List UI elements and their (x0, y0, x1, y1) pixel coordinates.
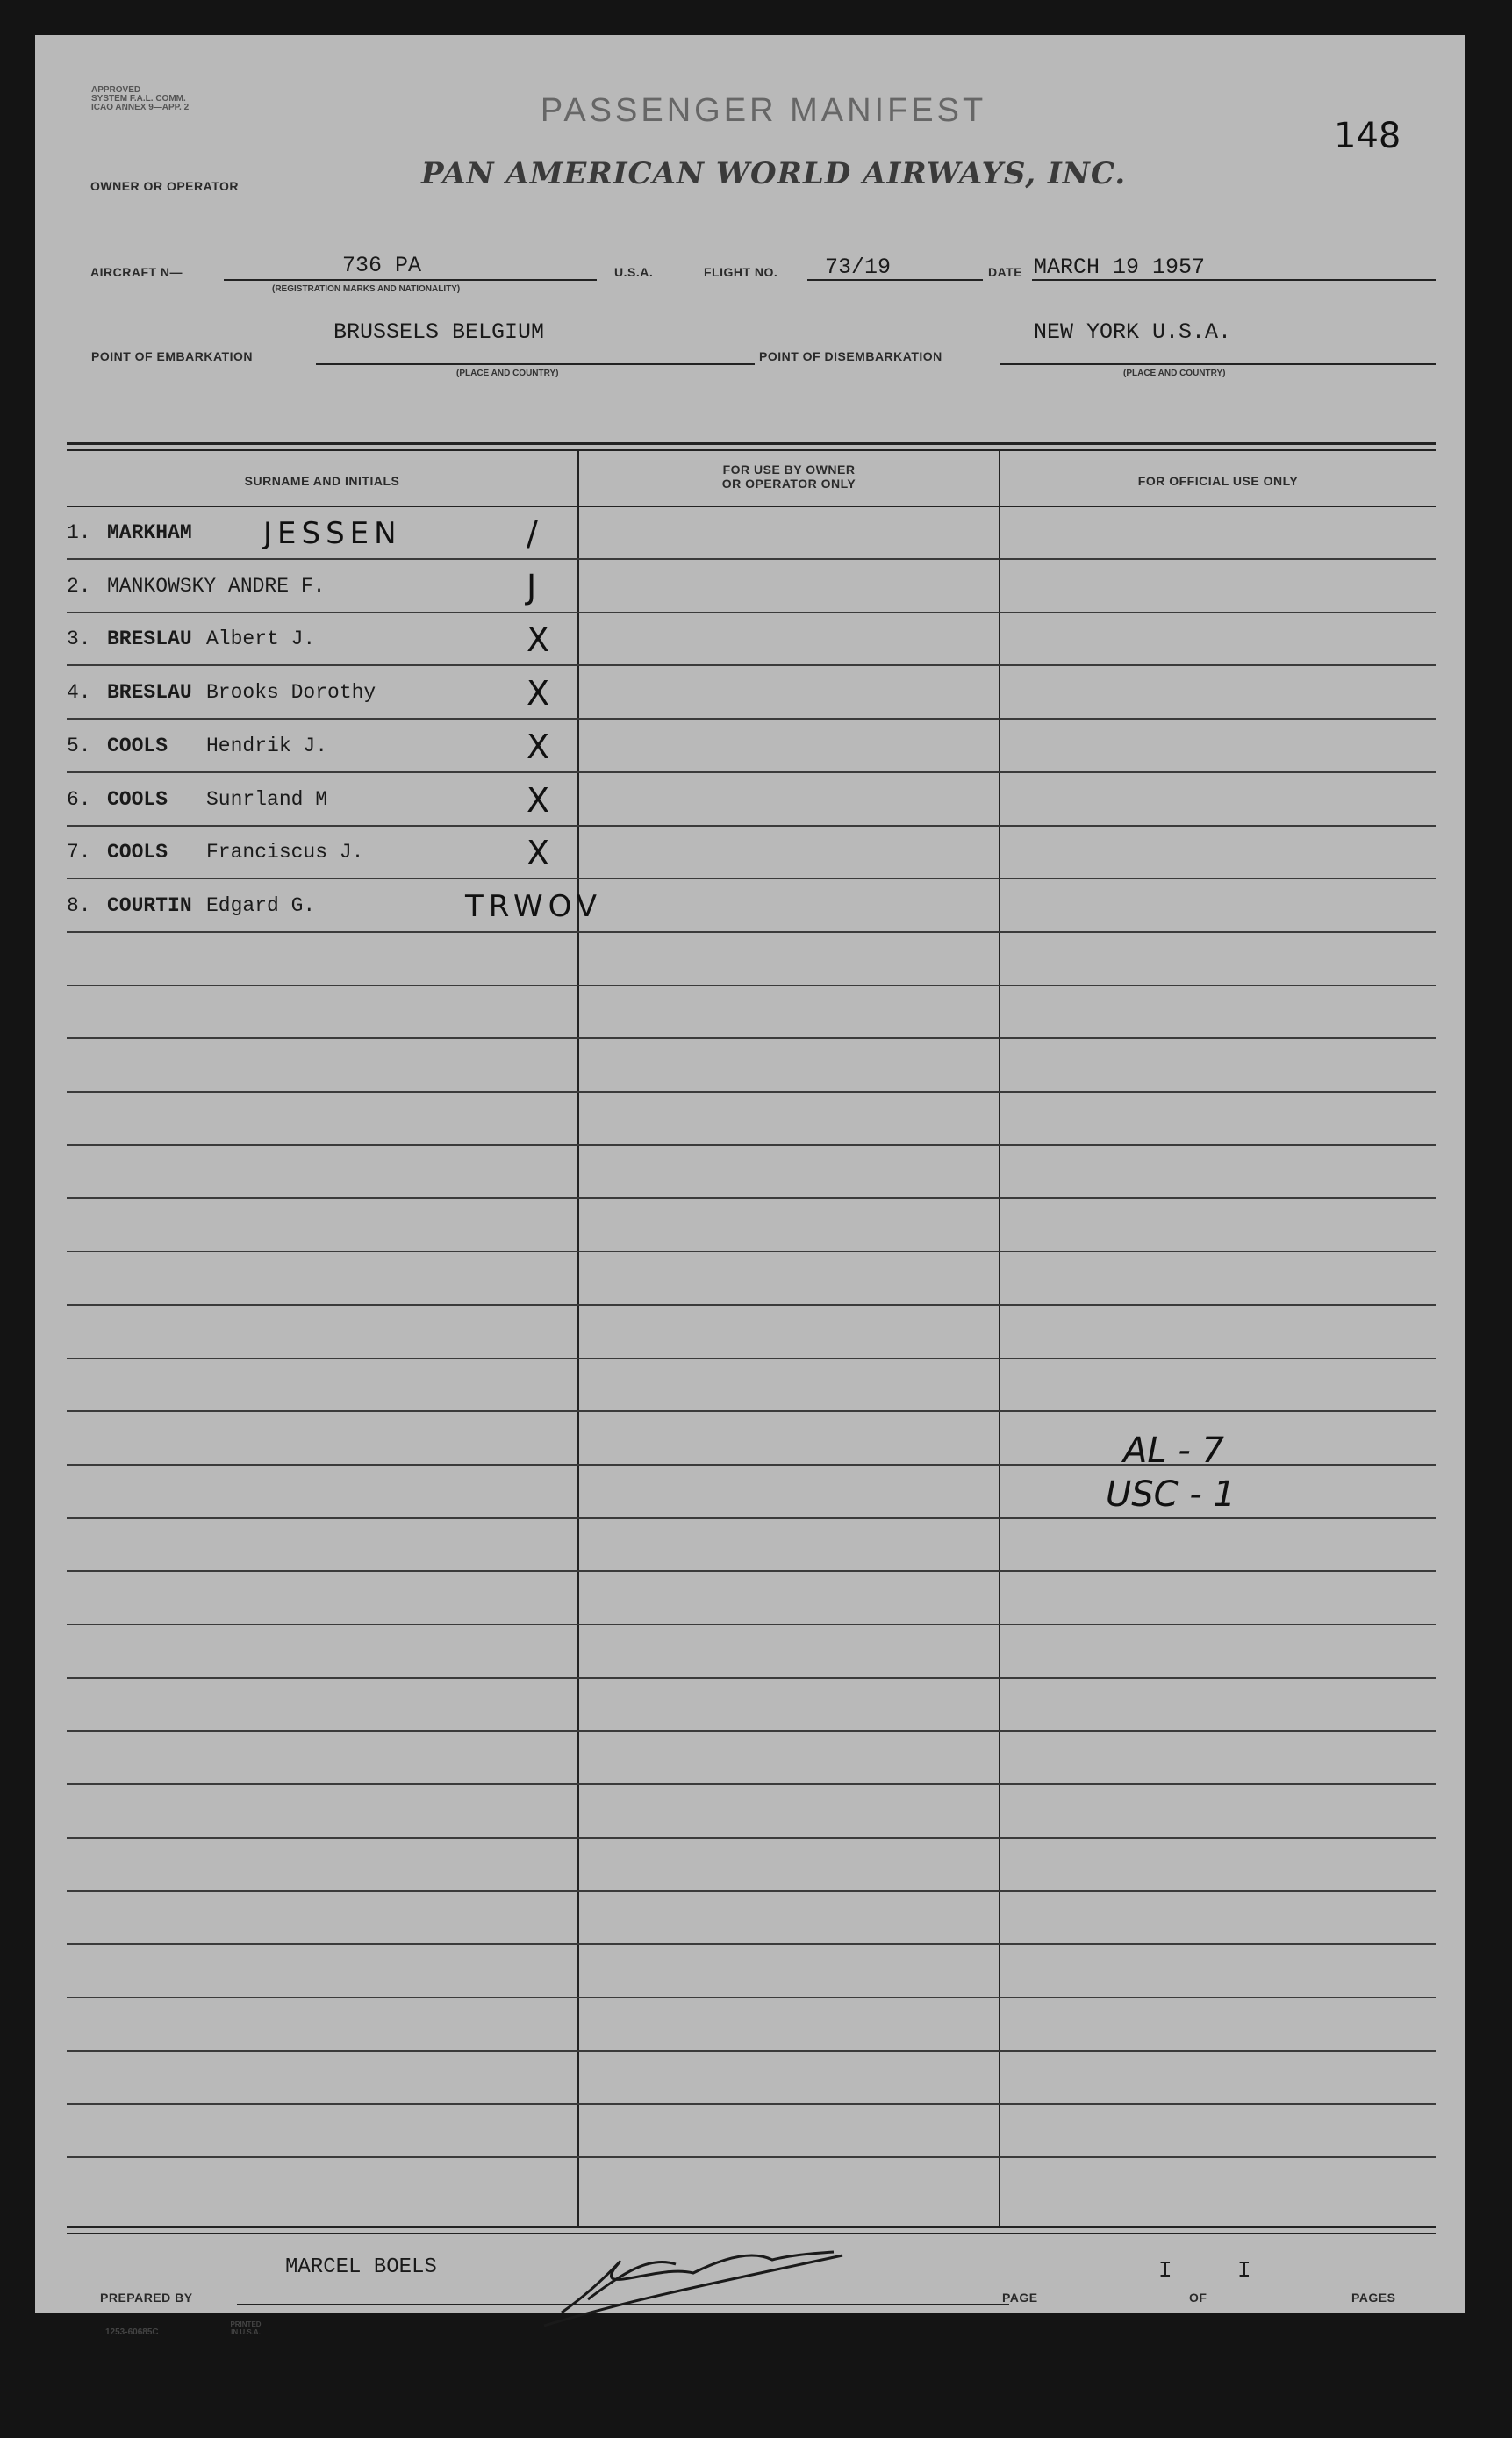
passenger-row (35, 568, 1465, 610)
passenger-given-names: Brooks Dorothy (206, 681, 376, 704)
row-number: 8. (67, 894, 91, 917)
row-rule (67, 1570, 1436, 1572)
page-title: PASSENGER MANIFEST (540, 92, 987, 129)
row-rule (67, 1783, 1436, 1785)
date-value: MARCH 19 1957 (1034, 255, 1206, 280)
owner-use-line-1: FOR USE BY OWNER (722, 463, 856, 477)
row-rule (67, 1037, 1436, 1039)
disembarkation-caption: (PLACE AND COUNTRY) (1123, 369, 1226, 378)
check-mark: / (527, 514, 538, 553)
passenger-surname: COURTIN (107, 894, 192, 917)
row-rule (67, 1197, 1436, 1199)
flight-label: FLIGHT NO. (704, 265, 778, 279)
passenger-row (35, 674, 1465, 716)
disembarkation-label: POINT OF DISEMBARKATION (759, 349, 942, 363)
row-rule (67, 1091, 1436, 1093)
owner-label: OWNER OR OPERATOR (90, 179, 239, 193)
row-rule (67, 2156, 1436, 2158)
row-rule (67, 1304, 1436, 1306)
approval-line-1: APPROVED (91, 85, 141, 95)
passenger-row (35, 728, 1465, 770)
official-note-line-2: USC - 1 (1106, 1474, 1236, 1515)
flight-value: 73/19 (825, 255, 892, 280)
row-rule (67, 825, 1436, 827)
page-value: I (1158, 2257, 1172, 2284)
official-note-line-1: AL - 7 (1123, 1431, 1224, 1471)
date-label: DATE (988, 265, 1023, 279)
handwritten-annotation: JESSEN (263, 516, 402, 551)
row-rule (67, 1943, 1436, 1945)
passenger-row (35, 781, 1465, 823)
row-rule (67, 1730, 1436, 1732)
usa-label: U.S.A. (614, 265, 654, 279)
manifest-sheet (35, 35, 1465, 2337)
column-header-owner-use (579, 463, 999, 491)
passenger-surname: COOLS (107, 788, 168, 811)
passenger-row (35, 620, 1465, 663)
row-rule (67, 558, 1436, 560)
row-rule (67, 1677, 1436, 1679)
page-stamp-number: 148 (1334, 116, 1401, 156)
passenger-given-names: Franciscus J. (206, 841, 364, 864)
row-rule (67, 718, 1436, 720)
row-rule (67, 1251, 1436, 1252)
embarkation-caption: (PLACE AND COUNTRY) (456, 369, 559, 378)
passenger-given-names: Sunrland M (206, 788, 328, 811)
passenger-surname: COOLS (107, 841, 168, 864)
check-mark: J (527, 568, 537, 606)
column-header-official-use: FOR OFFICIAL USE ONLY (1137, 474, 1299, 488)
embarkation-value: BRUSSELS BELGIUM (333, 319, 545, 345)
check-mark: X (527, 834, 550, 872)
prepared-by-value: MARCEL BOELS (285, 2255, 437, 2279)
page-label: PAGE (1002, 2291, 1038, 2305)
check-mark: X (527, 674, 550, 713)
row-rule (67, 1144, 1436, 1146)
passenger-surname: COOLS (107, 735, 168, 757)
check-mark: X (527, 781, 550, 820)
form-number: 1253-60685C (105, 2327, 159, 2337)
passenger-given-names: Hendrik J. (206, 735, 328, 757)
row-rule (67, 1890, 1436, 1892)
row-rule (67, 2103, 1436, 2105)
row-number: 2. (67, 575, 91, 598)
check-mark: X (527, 620, 550, 659)
row-rule (67, 878, 1436, 879)
pages-label: PAGES (1351, 2291, 1396, 2305)
embarkation-label: POINT OF EMBARKATION (91, 349, 253, 363)
table-bottom-rule (67, 2226, 1436, 2228)
aircraft-caption: (REGISTRATION MARKS AND NATIONALITY) (272, 284, 461, 294)
approval-line-3: ICAO ANNEX 9—APP. 2 (91, 103, 190, 112)
row-rule (67, 985, 1436, 986)
row-rule (67, 612, 1436, 613)
row-rule (67, 1410, 1436, 1412)
passenger-surname: BRESLAU (107, 681, 192, 704)
passenger-surname: BRESLAU (107, 627, 192, 650)
disembarkation-value: NEW YORK U.S.A. (1034, 319, 1232, 345)
row-rule (67, 931, 1436, 933)
passenger-given-names: Edgard G. (206, 894, 316, 917)
passenger-row (35, 514, 1465, 556)
disembarkation-underline (1000, 363, 1436, 365)
signature (527, 2229, 860, 2334)
row-number: 3. (67, 627, 91, 650)
of-label: OF (1189, 2291, 1207, 2305)
passenger-row (35, 834, 1465, 876)
passenger-surname: MARKHAM (107, 521, 192, 544)
handwritten-annotation: TRWOV (465, 889, 603, 924)
aircraft-label: AIRCRAFT N— (90, 265, 183, 279)
row-rule (67, 2050, 1436, 2052)
row-rule (67, 664, 1436, 666)
row-number: 6. (67, 788, 91, 811)
approval-block (91, 86, 189, 112)
owner-value: PAN AMERICAN WORLD AIRWAYS, INC. (421, 156, 1127, 191)
row-rule (67, 1358, 1436, 1359)
row-rule (67, 1837, 1436, 1839)
row-number: 5. (67, 735, 91, 757)
check-mark: X (527, 728, 550, 766)
column-header-surname: SURNAME AND INITIALS (244, 474, 400, 488)
aircraft-value: 736 PA (342, 253, 422, 278)
approval-line-2: SYSTEM F.A.L. COMM. (91, 94, 186, 104)
embarkation-underline (316, 363, 755, 365)
row-number: 4. (67, 681, 91, 704)
of-value: I (1237, 2257, 1251, 2284)
row-rule (67, 1997, 1436, 1998)
prepared-by-label: PREPARED BY (100, 2291, 193, 2305)
passenger-row (35, 889, 1465, 929)
row-number: 1. (67, 521, 91, 544)
row-rule (67, 771, 1436, 773)
passenger-given-names: Albert J. (206, 627, 316, 650)
row-rule (67, 1517, 1436, 1519)
table-top-rule-2 (67, 449, 1436, 451)
owner-use-line-2: OR OPERATOR ONLY (721, 477, 856, 491)
header-bottom-rule (67, 506, 1436, 507)
table-top-rule (67, 442, 1436, 445)
row-number: 7. (67, 841, 91, 864)
passenger-surname: MANKOWSKY ANDRE F. (107, 575, 326, 598)
row-rule (67, 1624, 1436, 1625)
aircraft-underline (224, 279, 597, 281)
print-stamp: PRINTED IN U.S.A. (230, 2320, 262, 2336)
row-rule (67, 1464, 1436, 1466)
